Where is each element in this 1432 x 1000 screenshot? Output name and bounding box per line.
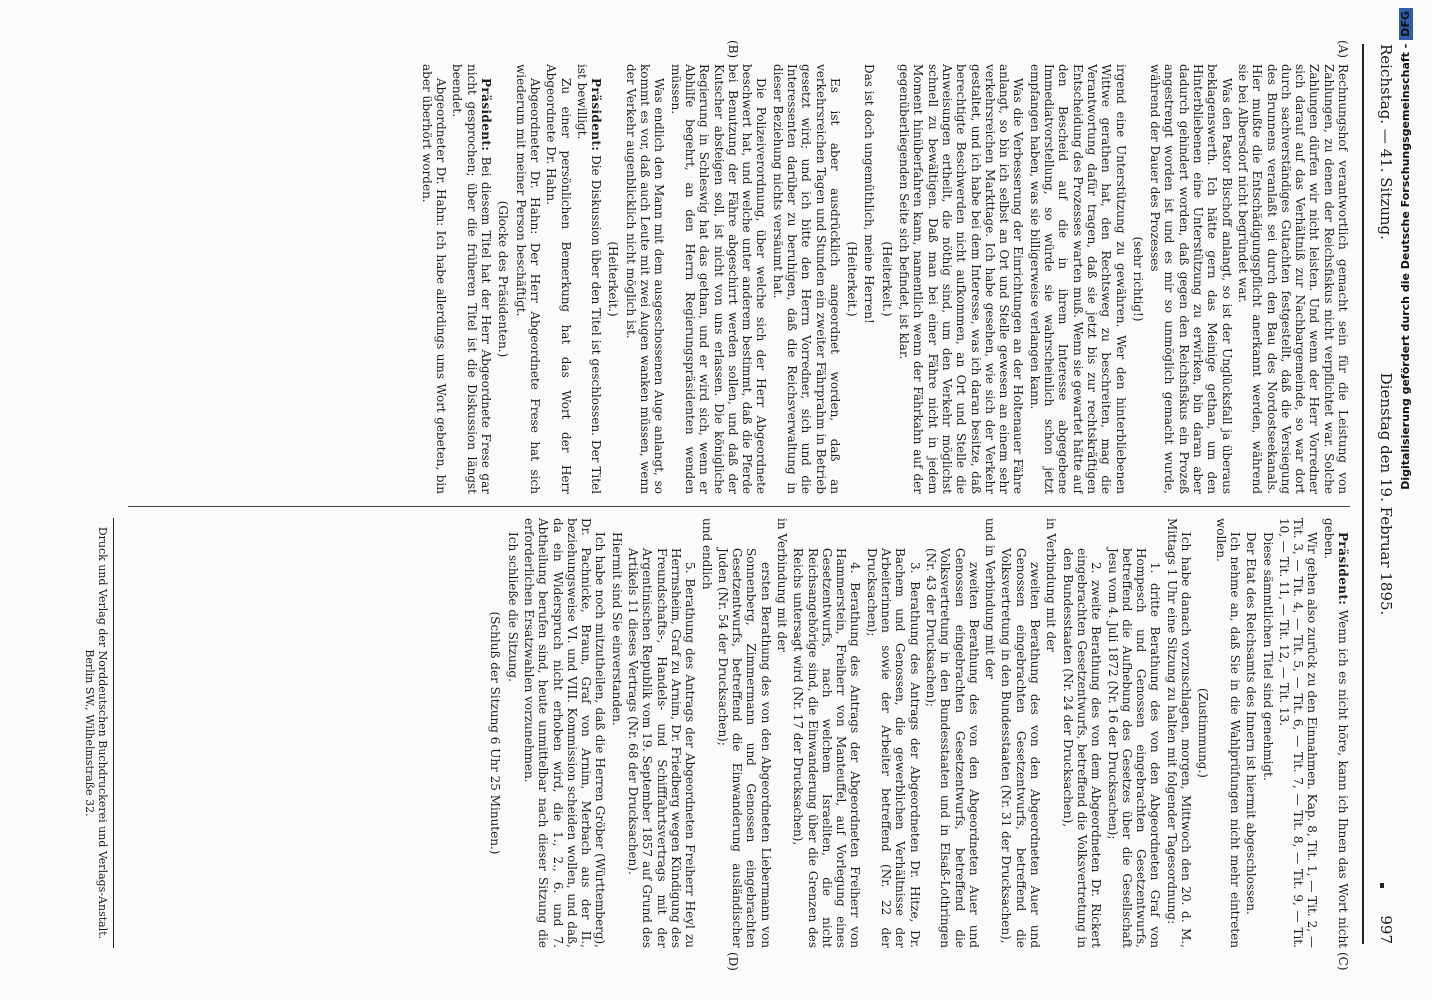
paragraph: Das ist doch ungemüthlich, meine Herren! bbox=[862, 64, 877, 324]
margin-mark-a: (A) bbox=[1336, 40, 1350, 59]
digitization-text: Digitalisierung gefördert durch die Deutsche Forschungsgemeinschaft - bbox=[1399, 43, 1412, 490]
interjection: (sehr richtig!) bbox=[1130, 236, 1145, 322]
agenda-connector: und endlich bbox=[699, 518, 714, 590]
dfg-logo: DFG bbox=[1399, 8, 1413, 40]
speaker-label: Präsident: bbox=[1336, 532, 1350, 606]
agenda-subitem: zweiten Berathung des von den Abgeordneten Auer und Genossen eingebrachten Gesetzentwurfs, betreffend die Volksvertretung in den Bundesstaaten (Nr. 31 der Drucksachen), bbox=[999, 548, 1043, 948]
paragraph: Was den Pastor Bischoff anlangt, so ist der Unglücksfall ja überaus beklagenswerth. Ich hätte gern das Meinige gethan, um den Hinterbliebenen eine Unterstützung zu erwirken, bin daran aber dadurch gehindert worden, daß gegen den Reichsfiskus ein Prozeß angestrengt worden ist und es mir so unmöglich gemacht wurde, während der Dauer des Prozesses bbox=[1148, 64, 1234, 494]
paragraph: Der Etat des Reichsamts des Innern ist hiermit abgeschlossen. bbox=[1244, 532, 1259, 915]
agenda-item: 2. zweite Berathung des von dem Abgeordneten Dr. Rickert eingebrachten Gesetzentwurfs, betreffend die Volksvertretung in den Bundesstaaten (Nr. 24 der Drucksachen), bbox=[1060, 548, 1104, 948]
margin-mark-c: (C) bbox=[1336, 952, 1350, 971]
digitization-note bbox=[1386, 8, 1426, 992]
speech-hahn bbox=[513, 64, 542, 494]
speech-text: Ich habe allerdings ums Wort gebeten, bin aber überhört worden. bbox=[419, 64, 449, 494]
agenda-subitem: zweiten Berathung des von den Abgeordneten Auer und Genossen eingebrachten Gesetzentwurfs, betreffend die Volksvertretung in den Bundesstaaten und in Elsaß-Lothringen (Nr. 43 der Drucksachen); bbox=[923, 548, 981, 948]
interjection: (Zustimmung.) bbox=[1196, 688, 1211, 778]
paragraph: Was endlich den Mann mit dem ausgeschossenen Auge anlangt, so kommt es vor, daß auch Leute mit zwei Augen wanken müssen, wenn der Verkehr augenblicklich nicht möglich ist. bbox=[623, 64, 667, 494]
interjection: (Glocke des Präsidenten.) bbox=[496, 200, 511, 358]
closing-note: (Schluß der Sitzung 6 Uhr 25 Minuten.) bbox=[488, 611, 503, 855]
paragraph: Zu einer persönlichen Bemerkung hat das Wort der Herr Abgeordnete Dr. Hahn. bbox=[544, 64, 573, 494]
header-date: Dienstag den 19. Februar 1895. bbox=[1377, 372, 1395, 616]
paragraph: Es ist aber ausdrücklich angeordnet worden, daß an verkehrsreichen Tagen und Stunden ein zweiter Fährprahm in Betrieb gesetzt wird; und ich bitte den Herrn Vorredner, sich und die Interessenten darüber zu beruhigen, daß die Reichsverwaltung in dieser Beziehung nichts versäumt hat. bbox=[770, 64, 842, 494]
margin-mark-b: (B) bbox=[726, 40, 740, 59]
imprint-line: Berlin SW., Wilhelmstraße 32. bbox=[83, 649, 96, 817]
interjection: (Heiterkeit.) bbox=[879, 241, 894, 317]
paragraph: Hiermit sind Sie einverstanden. bbox=[609, 532, 624, 726]
digitization-text-wrapper bbox=[1386, 8, 1426, 992]
speaker-label: Abgeordneter Dr. Hahn: bbox=[434, 78, 449, 227]
speaker-label: Präsident: bbox=[479, 78, 494, 152]
column-divider bbox=[128, 506, 1350, 507]
paragraph: Was die Verbesserung der Einrichtungen an der Holtenauer Fähre anlangt, so bin ich selbst an Ort und Stelle gewesen an einem sehr verkehrsreichen Markttage. Ich habe gesehen, wie sich der Verkehr gestaltet, und ich habe bei dem Interesse, was ich daran besitze, daß berechtigte Beschwerden nicht aufkommen, an Ort und Stelle die Anweisungen ertheilt, die nöthig sind, um den Verkehr möglichst schnell zu bewältigen. Daß man bei einer Fähre nicht in jedem Moment hinüberfahren kann, namentlich wenn der Fährkahn auf der gegenüberliegenden Seite sich befindet, ist klar. bbox=[897, 64, 1026, 494]
paragraph: Ich habe danach vorzuschlagen, morgen, Mittwoch den 20. d. M., Mittags 1 Uhr eine Sitzung zu halten mit folgender Tagesordnung: bbox=[1164, 518, 1194, 948]
paragraph: Rechnungshof verantwortlich gemacht sein für die Leistung von Zahlungen, zu denen der Reichsfiskus nicht verpflichtet war. Solche Zahlungen dürfen wir nicht leisten. Und wenn der Herr Vorredner sich darauf auf das Verhältniß zur Nachbargemeinde, so war dort durch sachverständiges Gutachten festgestellt, daß die Versiegung des Brunnens veranlaßt sei durch den Bau des Nordostseekanals. Hier mußte die Entschädigungspflicht anerkannt werden, während sie bei Albersdorf nicht begründet war. bbox=[1235, 64, 1350, 494]
interjection: (Heiterkeit.) bbox=[606, 241, 621, 317]
agenda-connector: und in Verbindung mit der bbox=[983, 518, 998, 679]
agenda-connector: in Verbindung mit der bbox=[775, 518, 790, 653]
speech-text: Bei diesem Titel hat der Herr Abgeordnete Frese gar nicht gesprochen; über die früheren Titel ist die Diskussion längst beendet. bbox=[450, 64, 494, 494]
page-number: 997 bbox=[1377, 915, 1395, 944]
agenda-item: 3. Berathung des Antrags der Abgeordneten Dr. Hitze, Dr. Bachem und Genossen, die gewerblichen Verhältnisse der Arbeiterinnen sowie der Arbeiter betreffend (Nr. 22 der Drucksachen); bbox=[864, 548, 922, 948]
speech-president bbox=[450, 64, 493, 494]
left-column bbox=[128, 64, 1350, 494]
agenda-connector: in Verbindung mit der bbox=[1044, 518, 1059, 653]
agenda-subitem: ersten Berathung des von den Abgeordneten Liebermann von Sonnenberg, Zimmermann und Genossen eingebrachten Gesetzentwurfs, betreffend die Einwanderung ausländischer Juden (Nr. 54 der Drucksachen); bbox=[715, 548, 773, 948]
speech-president bbox=[575, 64, 604, 494]
imprint-rule bbox=[113, 518, 114, 948]
speaker-label: Abgeordneter Dr. Hahn: bbox=[527, 78, 542, 235]
right-column bbox=[128, 518, 1350, 948]
speech-text: Die Diskussion über den Titel ist geschlossen. Der Titel ist bewilligt. bbox=[574, 64, 604, 494]
imprint-line: Druck und Verlag der Norddeutschen Buchdruckerei und Verlags-Anstalt. bbox=[96, 526, 109, 940]
margin-mark-d: (D) bbox=[726, 952, 740, 971]
header-session: Reichstag. — 41. Sitzung. bbox=[1377, 44, 1395, 240]
paragraph: Die Polizeiverordnung, über welche sich der Herr Abgeordnete beschwert hat, und welche unter anderem bestimmt, daß die Pferde bei Benutzung der Fähre abgeschirrt werden sollen, und daß der Kutscher absteigen soll, ist nicht von uns erlassen. Die königliche Regierung in Schleswig hat das gethan, und er wird sich, wenn er Abhilfe begehrt, an den Herrn Regierungspräsidenten wenden müssen. bbox=[668, 64, 769, 494]
speech-text: Der Herr Abgeordnete Frese hat sich wiederum mit meiner Person beschäftigt. bbox=[513, 64, 542, 494]
paragraph: Wir gehen also zurück zu den Einnahmen. Kap. 8, Tit. 1, — Tit. 2, — Tit. 3, — Tit. 4, — Tit. 5, — Tit. 6, — Tit. 7, — Tit. 8, — Tit. 9, — Tit. 10, — Tit. 11, — Tit. 12, — Tit. 13. bbox=[1276, 518, 1320, 948]
paragraph: Ich schließe die Sitzung. bbox=[505, 532, 520, 682]
scan-speck bbox=[1380, 883, 1384, 888]
agenda-list bbox=[626, 518, 1163, 948]
paragraph: irgend eine Unterstützung zu gewähren. Wer den hinterbliebenen Wittwe gerathen hat, den Rechtsweg zu beschreiten, mag die Verantwortung dafür tragen, daß sie jetzt bis zur rechtskräftigen Entscheidung des Prozesses warten muß. Wenn sie gewartet hätte auf den Bescheid auf die in ihrem Interesse abgegebene Immediatvorstellung, so würde sie wahrscheinlich schon jetzt empfangen haben, was sie billigerweise verlangen kann. bbox=[1027, 64, 1128, 494]
paragraph: Ich nehme an, daß Sie in die Wahlprüfungen nicht mehr eintreten wollen. bbox=[1213, 518, 1242, 948]
paragraph: Ich habe noch mitzutheilen, daß die Herren Gröber (Württemberg), Dr. Pachnicke, Braun, Graf von Arnim, Merbach aus der II., beziehungsweise VI. und VIII. Kommission scheiden wollen, und daß, da ein Widerspruch nicht erhoben wird, die 1., 2., 6. und 7. Abtheilung berufen sind, heute unmittelbar nach dieser Sitzung die erforderlichen Ersatzwahlen vorzunehmen. bbox=[521, 518, 608, 948]
speech-president bbox=[1321, 518, 1350, 948]
agenda-item: 1. dritte Berathung des von den Abgeordneten Graf von Hompesch und Genossen eingebrachten Gesetzentwurfs, betreffend die Aufhebung des Gesetzes über die Gesellschaft Jesu vom 4. Juli 1872 (Nr. 16 der Drucksachen); bbox=[1105, 548, 1163, 948]
speaker-label: Präsident: bbox=[589, 78, 604, 152]
imprint bbox=[83, 518, 114, 948]
speech-hahn bbox=[420, 64, 449, 494]
agenda-item: 5. Berathung des Antrags der Abgeordneten Freiherr Heyl zu Herrnsheim, Graf zu Arnim, Dr. Friedberg wegen Kündigung des Freundschafts-, Handels- und Schifffahrtsvertrags mit der Argentinischen Republik vom 19. September 1857 auf Grund des Artikels 11 dieses Vertrags (Nr. 68 der Drucksachen). bbox=[626, 548, 698, 948]
agenda-item: 4. Berathung des Antrags der Abgeordneten Freiherr von Hammerstein, Freiherr von Manteuffel, auf Vorlegung eines Gesetzentwurfs, nach welchem Israeliten, die nicht Reichsangehörige sind, die Einwanderung über die Grenzen des Reichs untersagt wird (Nr. 17 der Drucksachen), bbox=[791, 548, 863, 948]
interjection: (Heiterkeit.) bbox=[845, 241, 860, 317]
speech-text: Wenn ich es nicht höre, kann ich Ihnen das Wort nicht geben. bbox=[1321, 518, 1350, 948]
header-rule bbox=[1362, 44, 1364, 944]
paragraph: Diese sämmtlichen Titel sind genehmigt. bbox=[1260, 532, 1275, 781]
